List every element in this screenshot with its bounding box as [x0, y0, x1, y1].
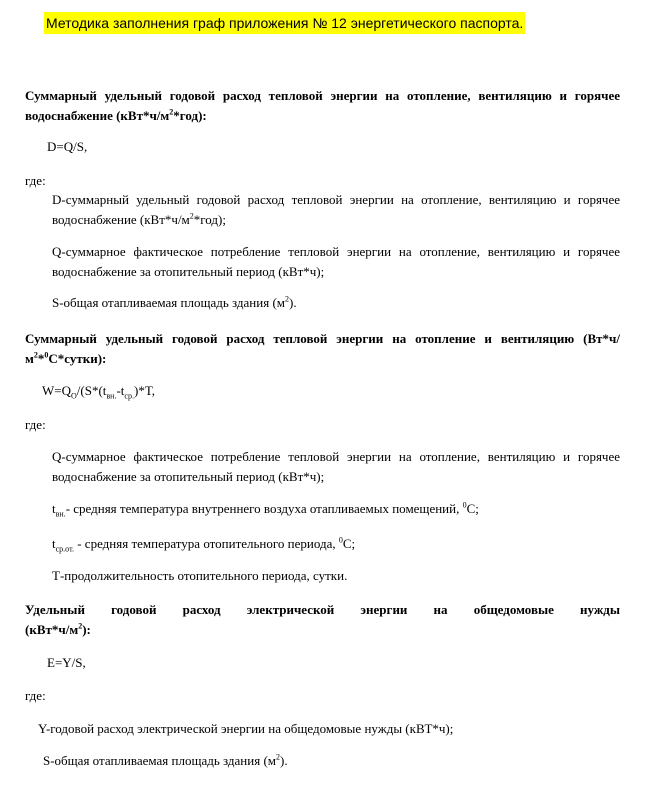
section-1-where: где:: [25, 173, 46, 188]
section-3-where: где:: [25, 688, 46, 703]
section-3-formula: E=Y/S,: [47, 655, 86, 670]
section-2-heading: Суммарный удельный годовой расход тепловой энергии на отопление и вентиляцию $(Вт*ч/м^2*^0С*сутки)$:: [25, 331, 620, 366]
section-2-def-q: Q-суммарное фактическое потребление тепловой энергии на отопление, вентиляцию и горячее водоснабжение за отопительный период (кВт*ч);: [52, 449, 620, 484]
section-3-heading: Удельный годовой расход электрической энергии на общедомовые нужды: [25, 602, 620, 617]
section-1-formula: D=Q/S,: [47, 139, 88, 154]
section-3-def-s: S-общая отапливаемая площадь здания $(м^2)$.: [43, 752, 288, 768]
section-2-formula: $W=Q_O/(S*(t_{вн.}-t_{ср.})*T$,: [42, 383, 156, 401]
section-2-def-tsr: $t_{ср.от.}$ - средняя температура отопительного периода, $^0$С;: [52, 535, 356, 554]
section-2-def-t: Т-продолжительность отопительного периода, сутки.: [52, 568, 348, 583]
section-2-def-tvn: $t_{вн.}-$ средняя температура внутреннего воздуха отапливаемых помещений, $^0$С;: [52, 500, 479, 519]
section-3-heading-line2: $(кВт*ч/м^2)$:: [25, 621, 91, 637]
section-2-where: где:: [25, 417, 46, 432]
section-1-heading: Суммарный удельный годовой расход тепловой энергии на отопление, вентиляцию и горячее водоснабжение $(кВт*ч/м^2*год)$:: [25, 88, 620, 123]
page-title: Методика заполнения граф приложения № 12 энергетического паспорта.: [44, 12, 525, 34]
section-3-def-y: Y-годовой расход электрической энергии на общедомовые нужды (кВТ*ч);: [38, 721, 454, 736]
section-1-def-q: Q-суммарное фактическое потребление тепловой энергии на отопление, вентиляцию и горячее водоснабжение за отопительный период (кВт*ч);: [52, 244, 620, 279]
section-1-def-d: D-суммарный удельный годовой расход тепловой энергии на отопление, вентиляцию и горячее водоснабжение $(кВт*ч/м^2*год)$;: [52, 192, 620, 227]
section-1-def-s: S-общая отапливаемая площадь здания $(м^2)$.: [52, 294, 297, 310]
